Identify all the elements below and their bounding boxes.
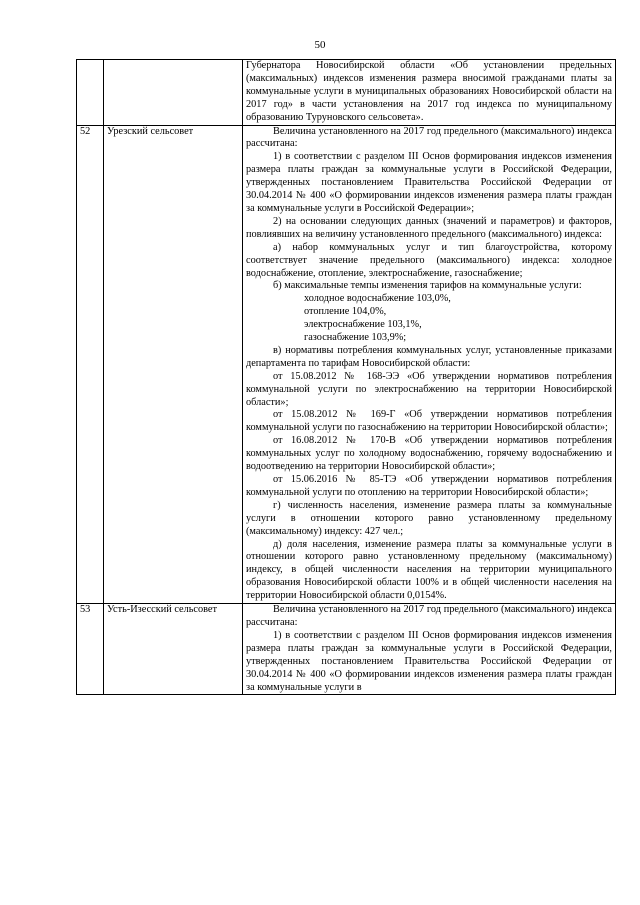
row-number-cell: 53 xyxy=(77,604,104,695)
paragraph: д) доля населения, изменение размера платы за коммунальные услуги в отношении которого равно установленному предельному (максимальному) индексу, в общей численности населения на территории муниципального образования Новосибирской области 100% и в общей численности населения на территории Новосибирской области 0,0154%. xyxy=(246,538,612,602)
paragraph: Величина установленного на 2017 год предельного (максимального) индекса рассчитана: xyxy=(246,604,612,628)
justification-text-cell xyxy=(243,604,616,695)
row-number-cell: 52 xyxy=(77,125,104,604)
table-row xyxy=(77,125,616,604)
paragraph: от 15.08.2012 № 168-ЭЭ «Об утверждении нормативов потребления коммунальной услуги по электроснабжению на территории Новосибирской области»; xyxy=(246,370,612,408)
justification-text-cell xyxy=(243,125,616,604)
municipality-index-table xyxy=(76,59,616,695)
paragraph: а) набор коммунальных услуг и тип благоустройства, которому соответствует значение предельного (максимального) индекса: холодное водоснабжение, отопление, электроснабжение, газоснабжение; xyxy=(246,241,612,279)
paragraph: Величина установленного на 2017 год предельного (максимального) индекса рассчитана: xyxy=(246,125,612,150)
table-body xyxy=(77,60,616,695)
tariff-rate-line: холодное водоснабжение 103,0%, xyxy=(304,293,451,305)
page-number: 50 xyxy=(314,39,326,51)
paragraph: от 15.08.2012 № 169-Г «Об утверждении нормативов потребления коммунальной услуги по газоснабжению на территории Новосибирской области»; xyxy=(246,409,612,434)
paragraph: 2) на основании следующих данных (значений и параметров) и факторов, повлиявших на величину установленного предельного (максимального) индекса: xyxy=(246,215,612,240)
paragraph: б) максимальные темпы изменения тарифов на коммунальные услуги: xyxy=(273,280,582,292)
table-row xyxy=(77,60,616,126)
municipality-name-cell: Усть-Изесский сельсовет xyxy=(104,604,243,695)
paragraph: Губернатора Новосибирской области «Об установлении предельных (максимальных) индексов изменения размера вносимой гражданами платы за коммунальные услуги в муниципальных образованиях Новосибирской области на 2017 год» в части установления на 2017 год индекса по муниципальному образованию Туруновского сельсовета». xyxy=(246,60,612,123)
tariff-rate-line: газоснабжение 103,9%; xyxy=(304,332,407,344)
tariff-rate-line: электроснабжение 103,1%, xyxy=(304,319,422,331)
paragraph: от 16.08.2012 № 170-В «Об утверждении нормативов потребления коммунальных услуг по холодному водоснабжению, горячему водоснабжению и водоотведению на территории Новосибирской области»; xyxy=(246,435,612,473)
table-row xyxy=(77,604,616,695)
municipality-name-cell xyxy=(104,60,243,126)
tariff-rate-line: отопление 104,0%, xyxy=(304,306,387,318)
paragraph: г) численность населения, изменение размера платы за коммунальные услуги в отношении которого равно установленному предельному (максимальному) индексу: 427 чел.; xyxy=(246,499,612,537)
paragraph: 1) в соответствии с разделом III Основ формирования индексов изменения размера платы граждан за коммунальные услуги в Российской Федерации, утвержденных постановлением Правительства Российской Федерации от 30.04.2014 № 400 «О формировании индексов изменения размера платы граждан за коммунальные услуги в Российской Федерации»; xyxy=(246,151,612,214)
municipality-name-cell: Урезский сельсовет xyxy=(104,125,243,604)
justification-text-cell xyxy=(243,60,616,126)
paragraph: 1) в соответствии с разделом III Основ формирования индексов изменения размера платы граждан за коммунальные услуги в Российской Федерации, утвержденных постановлением Правительства Российской Федерации от 30.04.2014 № 400 «О формировании индексов изменения размера платы граждан за коммунальные услуги в xyxy=(246,629,612,693)
paragraph: от 15.06.2016 № 85-ТЭ «Об утверждении нормативов потребления коммунальной услуги по отоплению на территории Новосибирской области»; xyxy=(246,474,612,498)
paragraph: в) нормативы потребления коммунальных услуг, установленные приказами департамента по тарифам Новосибирской области: xyxy=(246,344,612,369)
row-number-cell xyxy=(77,60,104,126)
